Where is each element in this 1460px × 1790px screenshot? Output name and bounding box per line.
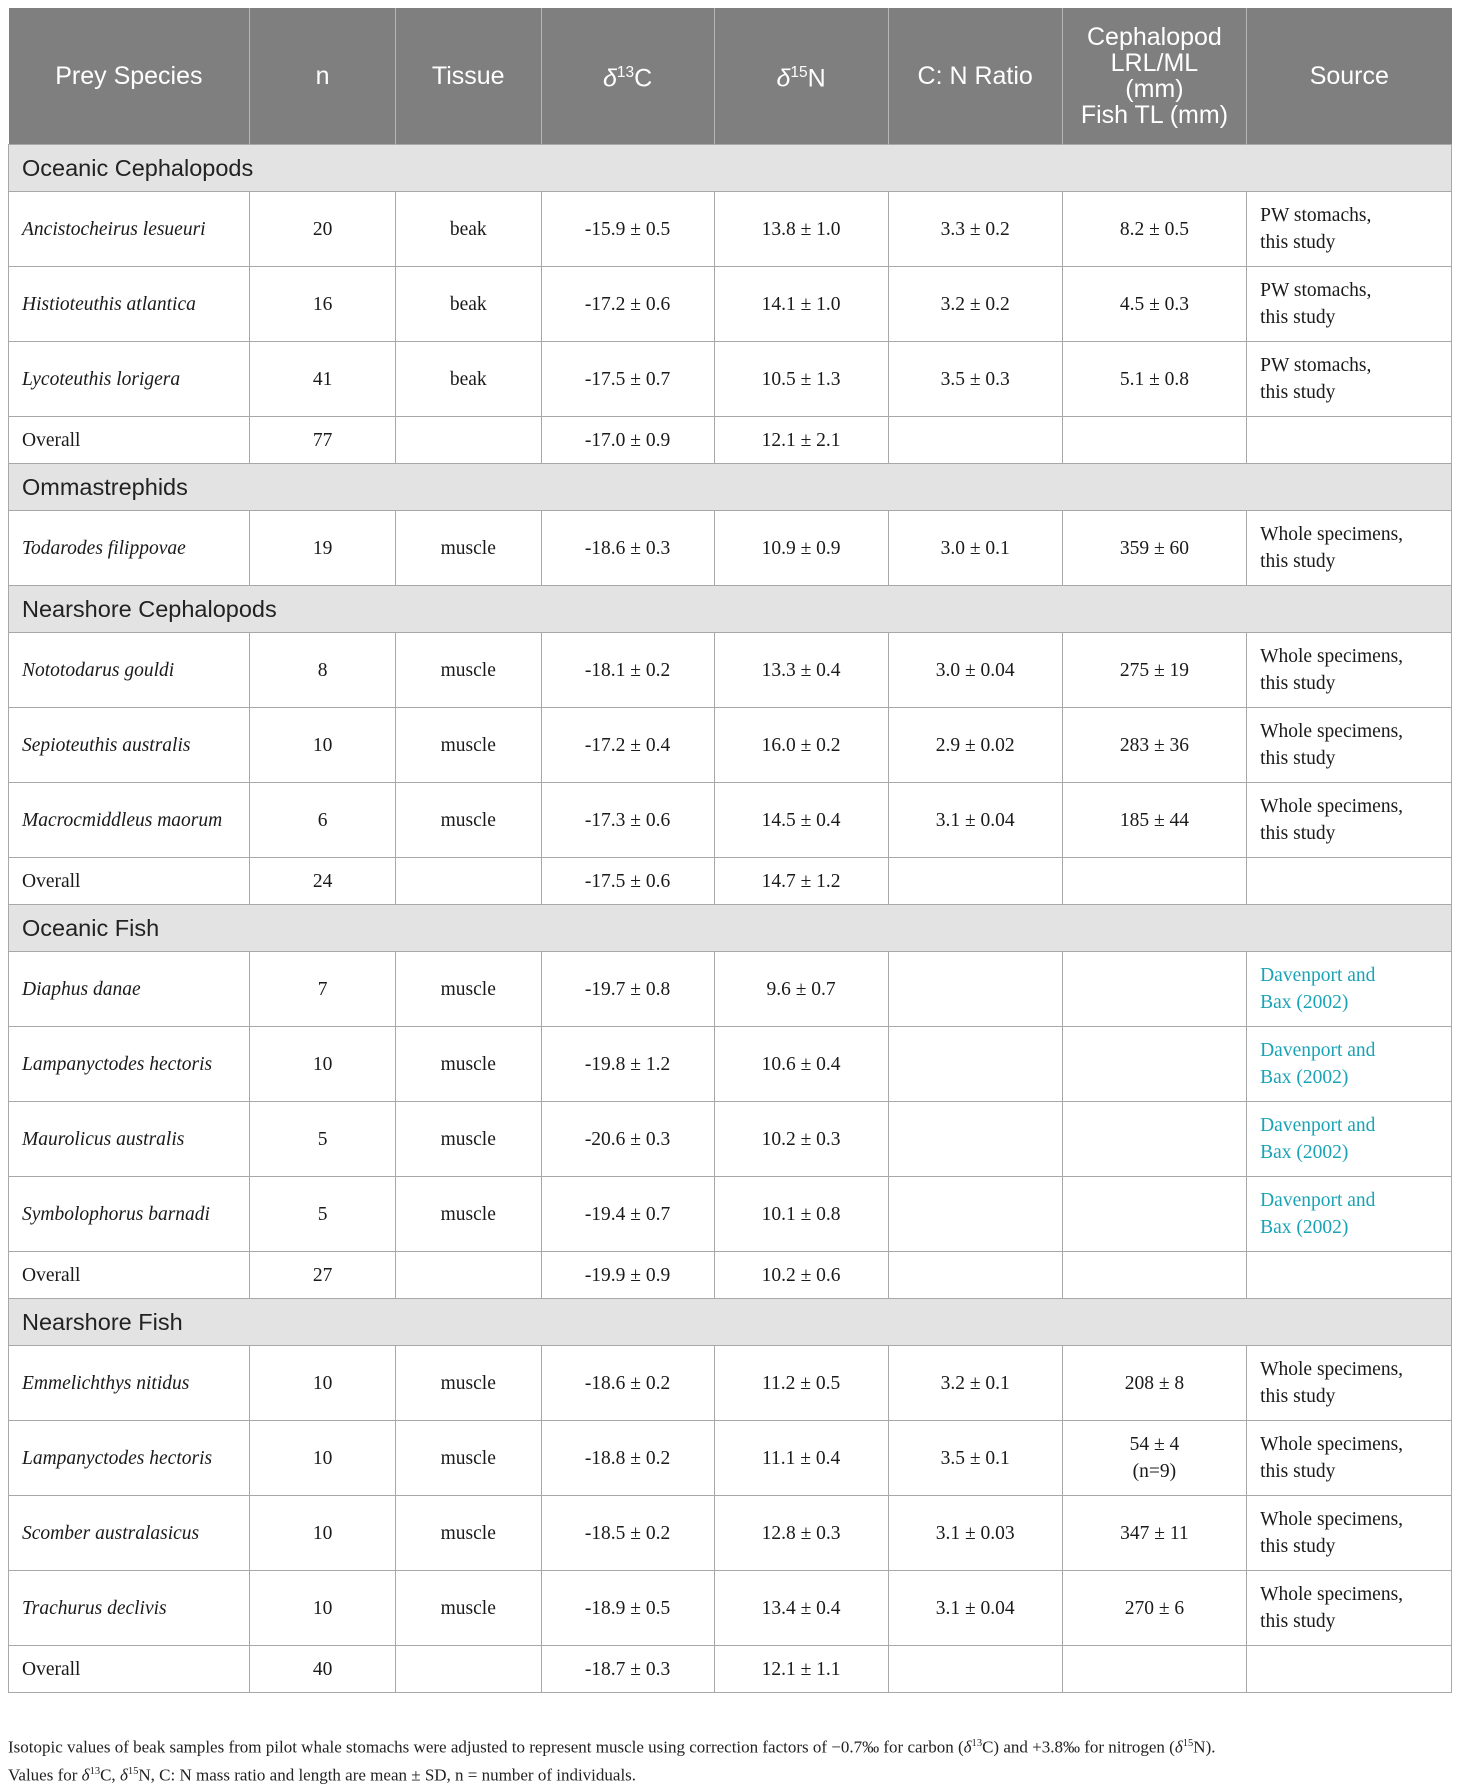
table-row bbox=[9, 1177, 1452, 1252]
source-text bbox=[1247, 1421, 1452, 1496]
header-n: n bbox=[250, 8, 396, 145]
source-line-2: Bax (2002) bbox=[1260, 992, 1349, 1013]
table-row bbox=[9, 1571, 1452, 1646]
length-value bbox=[1062, 1421, 1246, 1496]
length-line-1: 54 ± 4 bbox=[1129, 1434, 1180, 1455]
source-line-2: this study bbox=[1260, 382, 1336, 403]
length-value bbox=[1062, 342, 1246, 417]
species-name: Nototodarus gouldi bbox=[9, 633, 250, 708]
group-title: Oceanic Fish bbox=[9, 905, 1452, 952]
overall-tissue-empty bbox=[395, 858, 541, 905]
source-line-2: Bax (2002) bbox=[1260, 1217, 1349, 1238]
overall-length-empty bbox=[1062, 858, 1246, 905]
overall-d15n: 12.1 ± 1.1 bbox=[714, 1646, 888, 1693]
length-value bbox=[1062, 633, 1246, 708]
sample-count: 10 bbox=[250, 1027, 396, 1102]
cn-ratio-value bbox=[888, 1102, 1062, 1177]
d15n-value: 13.4 ± 0.4 bbox=[714, 1571, 888, 1646]
overall-d13c: -19.9 ± 0.9 bbox=[541, 1252, 714, 1299]
table-row bbox=[9, 708, 1452, 783]
source-text bbox=[1247, 1571, 1452, 1646]
species-name: Macrocmiddleus maorum bbox=[9, 783, 250, 858]
overall-label: Overall bbox=[9, 1252, 250, 1299]
d13c-value: -18.9 ± 0.5 bbox=[541, 1571, 714, 1646]
length-line-1: 8.2 ± 0.5 bbox=[1119, 218, 1190, 240]
length-value bbox=[1062, 1177, 1246, 1252]
d15n-value: 9.6 ± 0.7 bbox=[714, 952, 888, 1027]
group-title: Nearshore Cephalopods bbox=[9, 586, 1452, 633]
length-value bbox=[1062, 511, 1246, 586]
d15n-value: 10.1 ± 0.8 bbox=[714, 1177, 888, 1252]
overall-length-empty bbox=[1062, 1646, 1246, 1693]
tissue-type: muscle bbox=[395, 1571, 541, 1646]
species-name: Symbolophorus barnadi bbox=[9, 1177, 250, 1252]
source-line-1: Davenport and bbox=[1260, 1040, 1376, 1061]
source-line-1: Whole specimens, bbox=[1260, 646, 1404, 667]
overall-row bbox=[9, 1646, 1452, 1693]
source-citation-link[interactable] bbox=[1247, 952, 1452, 1027]
tissue-type: beak bbox=[395, 267, 541, 342]
header-prey-species: Prey Species bbox=[9, 8, 250, 145]
length-value bbox=[1062, 1571, 1246, 1646]
sample-count: 5 bbox=[250, 1177, 396, 1252]
sample-count: 7 bbox=[250, 952, 396, 1027]
d13c-value: -19.7 ± 0.8 bbox=[541, 952, 714, 1027]
d15n-value: 13.3 ± 0.4 bbox=[714, 633, 888, 708]
sample-count: 8 bbox=[250, 633, 396, 708]
source-line-1: Whole specimens, bbox=[1260, 1359, 1404, 1380]
d13c-value: -18.8 ± 0.2 bbox=[541, 1421, 714, 1496]
overall-cn-empty bbox=[888, 1646, 1062, 1693]
sample-count: 10 bbox=[250, 1571, 396, 1646]
overall-d13c: -18.7 ± 0.3 bbox=[541, 1646, 714, 1693]
source-line-2: this study bbox=[1260, 1611, 1336, 1632]
sample-count: 10 bbox=[250, 1496, 396, 1571]
tissue-type: muscle bbox=[395, 1346, 541, 1421]
sample-count: 19 bbox=[250, 511, 396, 586]
group-header-row bbox=[9, 1299, 1452, 1346]
species-name: Ancistocheirus lesueuri bbox=[9, 192, 250, 267]
d13c-value: -18.1 ± 0.2 bbox=[541, 633, 714, 708]
species-name: Scomber australasicus bbox=[9, 1496, 250, 1571]
length-line-1: 5.1 ± 0.8 bbox=[1119, 368, 1190, 390]
table-row bbox=[9, 1102, 1452, 1177]
table-footnote bbox=[8, 1732, 1452, 1787]
source-line-1: Davenport and bbox=[1260, 1115, 1376, 1136]
overall-length-empty bbox=[1062, 417, 1246, 464]
length-value bbox=[1062, 708, 1246, 783]
overall-n: 24 bbox=[250, 858, 396, 905]
cn-ratio-value bbox=[888, 952, 1062, 1027]
source-line-2: this study bbox=[1260, 232, 1336, 253]
source-line-2: this study bbox=[1260, 823, 1336, 844]
group-title: Nearshore Fish bbox=[9, 1299, 1452, 1346]
table-body bbox=[9, 145, 1452, 1693]
source-line-2: this study bbox=[1260, 1536, 1336, 1557]
length-value bbox=[1062, 1496, 1246, 1571]
header-cn-ratio: C: N Ratio bbox=[888, 8, 1062, 145]
source-line-2: this study bbox=[1260, 1386, 1336, 1407]
footnote-line-1: Isotopic values of beak samples from pilot whale stomachs were adjusted to represent muscle using correction factors of −0.7‰ for carbon $(\delta^{13}C)$ and +3.8‰ for nitrogen $(\delta^{15}N)$. bbox=[8, 1737, 1216, 1757]
group-title: Ommastrephids bbox=[9, 464, 1452, 511]
d13c-value: -17.5 ± 0.7 bbox=[541, 342, 714, 417]
d13c-value: -20.6 ± 0.3 bbox=[541, 1102, 714, 1177]
tissue-type: muscle bbox=[395, 708, 541, 783]
overall-tissue-empty bbox=[395, 1252, 541, 1299]
source-citation-link[interactable] bbox=[1247, 1177, 1452, 1252]
species-name: Todarodes filippovae bbox=[9, 511, 250, 586]
table-row bbox=[9, 1421, 1452, 1496]
cn-ratio-value bbox=[888, 1027, 1062, 1102]
overall-tissue-empty bbox=[395, 1646, 541, 1693]
cn-ratio-value: 3.1 ± 0.04 bbox=[888, 1571, 1062, 1646]
source-text bbox=[1247, 511, 1452, 586]
table-row bbox=[9, 633, 1452, 708]
d15n-value: 13.8 ± 1.0 bbox=[714, 192, 888, 267]
length-value bbox=[1062, 952, 1246, 1027]
tissue-type: muscle bbox=[395, 1027, 541, 1102]
table-row bbox=[9, 952, 1452, 1027]
source-line-1: Whole specimens, bbox=[1260, 796, 1404, 817]
overall-d13c: -17.5 ± 0.6 bbox=[541, 858, 714, 905]
tissue-type: muscle bbox=[395, 633, 541, 708]
cn-ratio-value: 3.5 ± 0.1 bbox=[888, 1421, 1062, 1496]
species-name: Sepioteuthis australis bbox=[9, 708, 250, 783]
header-tissue: Tissue bbox=[395, 8, 541, 145]
sample-count: 10 bbox=[250, 708, 396, 783]
sample-count: 10 bbox=[250, 1346, 396, 1421]
species-name: Trachurus declivis bbox=[9, 1571, 250, 1646]
tissue-type: muscle bbox=[395, 783, 541, 858]
source-text bbox=[1247, 1346, 1452, 1421]
overall-length-empty bbox=[1062, 1252, 1246, 1299]
length-line-1: 283 ± 36 bbox=[1119, 734, 1190, 756]
species-name: Lycoteuthis lorigera bbox=[9, 342, 250, 417]
d13c-value: -19.4 ± 0.7 bbox=[541, 1177, 714, 1252]
source-line-1: Davenport and bbox=[1260, 965, 1376, 986]
source-line-1: PW stomachs, bbox=[1260, 205, 1372, 226]
header-source: Source bbox=[1247, 8, 1452, 145]
overall-n: 40 bbox=[250, 1646, 396, 1693]
d13c-value: -18.6 ± 0.3 bbox=[541, 511, 714, 586]
length-value bbox=[1062, 783, 1246, 858]
tissue-type: beak bbox=[395, 192, 541, 267]
length-line-1: 270 ± 6 bbox=[1124, 1597, 1185, 1619]
overall-label: Overall bbox=[9, 417, 250, 464]
overall-source-empty bbox=[1247, 1252, 1452, 1299]
overall-d15n: 12.1 ± 2.1 bbox=[714, 417, 888, 464]
overall-d15n: 10.2 ± 0.6 bbox=[714, 1252, 888, 1299]
source-line-2: this study bbox=[1260, 551, 1336, 572]
overall-cn-empty bbox=[888, 1252, 1062, 1299]
table-row bbox=[9, 1027, 1452, 1102]
cn-ratio-value: 3.0 ± 0.1 bbox=[888, 511, 1062, 586]
source-line-2: this study bbox=[1260, 1461, 1336, 1482]
species-name: Maurolicus australis bbox=[9, 1102, 250, 1177]
d15n-value: 14.5 ± 0.4 bbox=[714, 783, 888, 858]
table-row bbox=[9, 783, 1452, 858]
d13c-value: -17.2 ± 0.4 bbox=[541, 708, 714, 783]
length-value bbox=[1062, 1027, 1246, 1102]
footnote-line-2: Values for $\delta^{13}C$, $\delta^{15}N$, C: N mass ratio and length are mean ± SD, n = number of individuals. bbox=[8, 1765, 637, 1785]
length-line-1: 347 ± 11 bbox=[1120, 1522, 1189, 1544]
d13c-value: -18.5 ± 0.2 bbox=[541, 1496, 714, 1571]
length-line-1: 359 ± 60 bbox=[1119, 537, 1190, 559]
overall-tissue-empty bbox=[395, 417, 541, 464]
table-row bbox=[9, 342, 1452, 417]
table-container bbox=[8, 8, 1452, 1693]
d13c-value: -19.8 ± 1.2 bbox=[541, 1027, 714, 1102]
tissue-type: muscle bbox=[395, 1102, 541, 1177]
table-row bbox=[9, 1346, 1452, 1421]
source-line-1: PW stomachs, bbox=[1260, 355, 1372, 376]
header-row bbox=[9, 8, 1452, 145]
length-value bbox=[1062, 267, 1246, 342]
sample-count: 20 bbox=[250, 192, 396, 267]
tissue-type: muscle bbox=[395, 511, 541, 586]
d15n-value: 14.1 ± 1.0 bbox=[714, 267, 888, 342]
sample-count: 41 bbox=[250, 342, 396, 417]
overall-cn-empty bbox=[888, 417, 1062, 464]
d15n-value: 12.8 ± 0.3 bbox=[714, 1496, 888, 1571]
source-line-2: this study bbox=[1260, 748, 1336, 769]
overall-source-empty bbox=[1247, 1646, 1452, 1693]
d15n-value: 11.2 ± 0.5 bbox=[714, 1346, 888, 1421]
d15n-value: 11.1 ± 0.4 bbox=[714, 1421, 888, 1496]
overall-cn-empty bbox=[888, 858, 1062, 905]
table-row bbox=[9, 192, 1452, 267]
sample-count: 6 bbox=[250, 783, 396, 858]
source-line-2: Bax (2002) bbox=[1260, 1142, 1349, 1163]
cn-ratio-value: 3.5 ± 0.3 bbox=[888, 342, 1062, 417]
prey-isotope-table bbox=[8, 8, 1452, 1693]
overall-n: 77 bbox=[250, 417, 396, 464]
source-line-2: Bax (2002) bbox=[1260, 1067, 1349, 1088]
species-name: Diaphus danae bbox=[9, 952, 250, 1027]
source-text bbox=[1247, 192, 1452, 267]
group-header-row bbox=[9, 145, 1452, 192]
tissue-type: muscle bbox=[395, 1496, 541, 1571]
source-line-1: PW stomachs, bbox=[1260, 280, 1372, 301]
source-line-1: Whole specimens, bbox=[1260, 1509, 1404, 1530]
length-line-1: 185 ± 44 bbox=[1119, 809, 1190, 831]
overall-label: Overall bbox=[9, 1646, 250, 1693]
d13c-value: -17.2 ± 0.6 bbox=[541, 267, 714, 342]
d15n-value: 10.6 ± 0.4 bbox=[714, 1027, 888, 1102]
length-line-2: (n=9) bbox=[1132, 1461, 1177, 1482]
cn-ratio-value: 3.2 ± 0.1 bbox=[888, 1346, 1062, 1421]
table-row bbox=[9, 511, 1452, 586]
tissue-type: muscle bbox=[395, 1421, 541, 1496]
header-d13c: $\delta^{13}C$ bbox=[541, 8, 714, 145]
d13c-value: -15.9 ± 0.5 bbox=[541, 192, 714, 267]
source-line-2: this study bbox=[1260, 307, 1336, 328]
d15n-value: 10.2 ± 0.3 bbox=[714, 1102, 888, 1177]
cn-ratio-value: 3.1 ± 0.03 bbox=[888, 1496, 1062, 1571]
header-d15n: $\delta^{15}N$ bbox=[714, 8, 888, 145]
overall-row bbox=[9, 1252, 1452, 1299]
d13c-value: -17.3 ± 0.6 bbox=[541, 783, 714, 858]
species-name: Lampanyctodes hectoris bbox=[9, 1027, 250, 1102]
table-row bbox=[9, 267, 1452, 342]
source-citation-link[interactable] bbox=[1247, 1027, 1452, 1102]
overall-row bbox=[9, 858, 1452, 905]
overall-d13c: -17.0 ± 0.9 bbox=[541, 417, 714, 464]
length-value bbox=[1062, 192, 1246, 267]
source-text bbox=[1247, 342, 1452, 417]
overall-source-empty bbox=[1247, 417, 1452, 464]
source-line-2: this study bbox=[1260, 673, 1336, 694]
overall-d15n: 14.7 ± 1.2 bbox=[714, 858, 888, 905]
cn-ratio-value: 3.0 ± 0.04 bbox=[888, 633, 1062, 708]
tissue-type: beak bbox=[395, 342, 541, 417]
sample-count: 5 bbox=[250, 1102, 396, 1177]
length-line-1: 275 ± 19 bbox=[1119, 659, 1190, 681]
cn-ratio-value: 3.3 ± 0.2 bbox=[888, 192, 1062, 267]
source-line-1: Whole specimens, bbox=[1260, 721, 1404, 742]
cn-ratio-value bbox=[888, 1177, 1062, 1252]
source-text bbox=[1247, 783, 1452, 858]
species-name: Histioteuthis atlantica bbox=[9, 267, 250, 342]
d15n-value: 10.9 ± 0.9 bbox=[714, 511, 888, 586]
overall-row bbox=[9, 417, 1452, 464]
cn-ratio-value: 2.9 ± 0.02 bbox=[888, 708, 1062, 783]
source-citation-link[interactable] bbox=[1247, 1102, 1452, 1177]
sample-count: 10 bbox=[250, 1421, 396, 1496]
source-text bbox=[1247, 1496, 1452, 1571]
length-line-1: 208 ± 8 bbox=[1124, 1372, 1185, 1394]
d15n-value: 16.0 ± 0.2 bbox=[714, 708, 888, 783]
species-name: Lampanyctodes hectoris bbox=[9, 1421, 250, 1496]
cn-ratio-value: 3.2 ± 0.2 bbox=[888, 267, 1062, 342]
length-line-1: 4.5 ± 0.3 bbox=[1119, 293, 1190, 315]
cn-ratio-value: 3.1 ± 0.04 bbox=[888, 783, 1062, 858]
length-value bbox=[1062, 1346, 1246, 1421]
source-line-1: Davenport and bbox=[1260, 1190, 1376, 1211]
group-header-row bbox=[9, 586, 1452, 633]
group-header-row bbox=[9, 464, 1452, 511]
source-line-1: Whole specimens, bbox=[1260, 1434, 1404, 1455]
source-line-1: Whole specimens, bbox=[1260, 524, 1404, 545]
tissue-type: muscle bbox=[395, 952, 541, 1027]
overall-n: 27 bbox=[250, 1252, 396, 1299]
table-row bbox=[9, 1496, 1452, 1571]
length-value bbox=[1062, 1102, 1246, 1177]
source-text bbox=[1247, 633, 1452, 708]
source-text bbox=[1247, 267, 1452, 342]
overall-source-empty bbox=[1247, 858, 1452, 905]
d15n-value: 10.5 ± 1.3 bbox=[714, 342, 888, 417]
tissue-type: muscle bbox=[395, 1177, 541, 1252]
source-line-1: Whole specimens, bbox=[1260, 1584, 1404, 1605]
overall-label: Overall bbox=[9, 858, 250, 905]
sample-count: 16 bbox=[250, 267, 396, 342]
group-title: Oceanic Cephalopods bbox=[9, 145, 1452, 192]
group-header-row bbox=[9, 905, 1452, 952]
source-text bbox=[1247, 708, 1452, 783]
header-length: Cephalopod LRL/ML (mm) Fish TL (mm) bbox=[1062, 8, 1246, 145]
d13c-value: -18.6 ± 0.2 bbox=[541, 1346, 714, 1421]
species-name: Emmelichthys nitidus bbox=[9, 1346, 250, 1421]
